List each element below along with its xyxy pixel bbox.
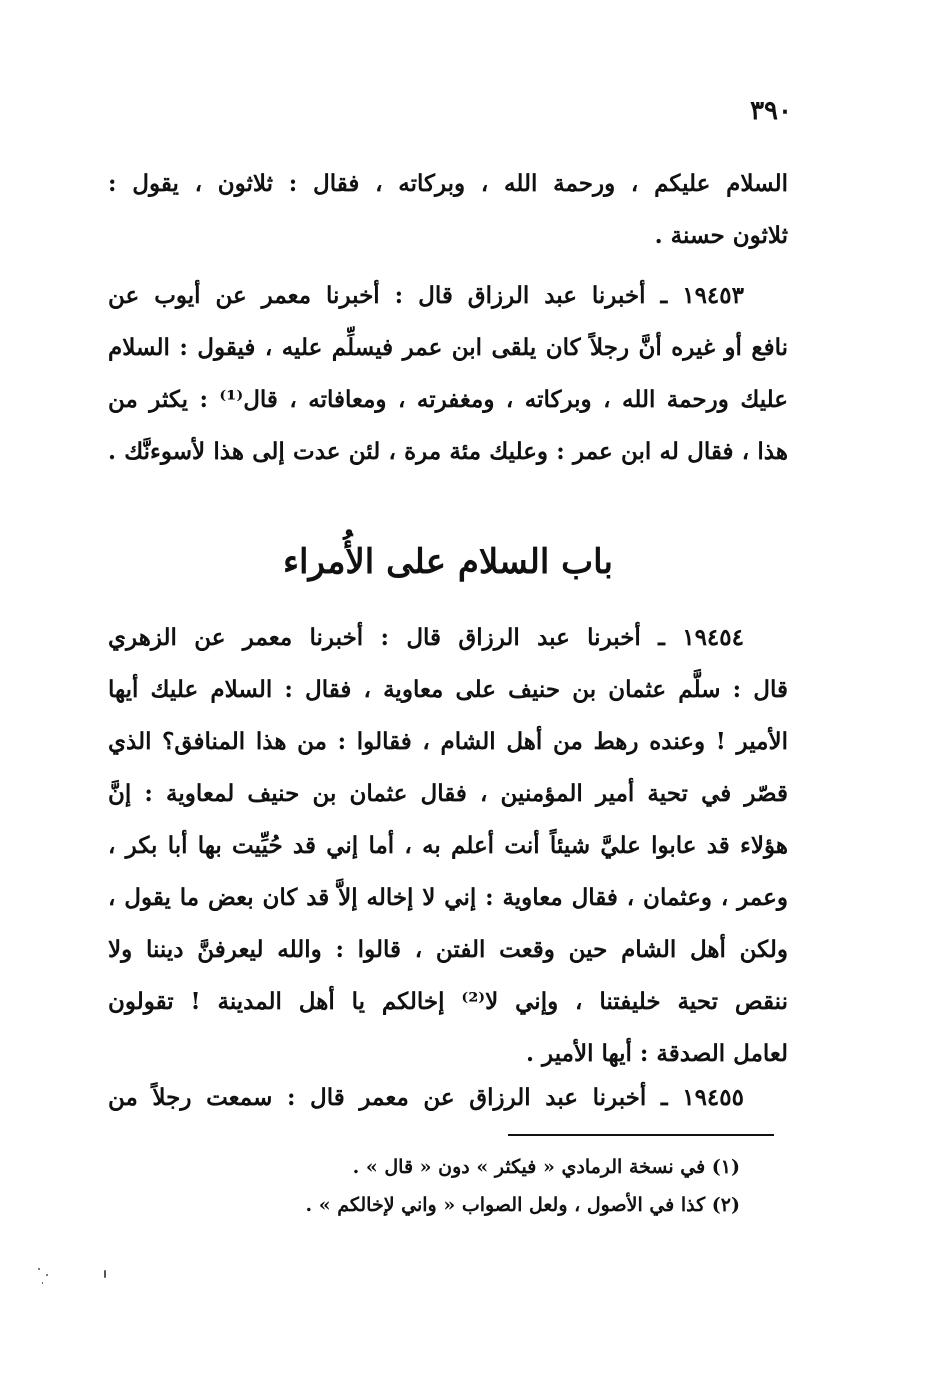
text-line: السلام عليكم ، ورحمة الله ، وبركاته ، فقال : ثلاثون ، يقول : (108, 170, 788, 197)
scan-speck (46, 1274, 48, 1276)
footnotes (200, 1148, 740, 1224)
footnote-1: (١) في نسخة الرمادي « فيكثر » دون « قال » . (352, 1156, 740, 1178)
text-line: ثلاثون حسنة . (654, 222, 788, 249)
text-line: ولكن أهل الشام حين وقعت الفتن ، قالوا : والله ليعرفنَّ ديننا ولا (108, 936, 788, 963)
text-line: نافع أو غيره أنَّ رجلاً كان يلقى ابن عمر فيسلِّم عليه ، فيقول : السلام (108, 334, 788, 361)
text-line: ١٩٤٥٤ ـ أخبرنا عبد الرزاق قال : أخبرنا معمر عن الزهري (108, 624, 744, 651)
page-number: ٣٩٠ (750, 96, 792, 126)
paragraph-19455 (108, 1072, 788, 1124)
footnote-divider (508, 1134, 774, 1136)
scan-speck (42, 1282, 43, 1284)
text-line: هؤلاء قد عابوا عليَّ شيئاً أنت أعلم به ، أما إني قد حُيِّيت بها أبا بكر ، (108, 832, 788, 859)
text-line: الأمير ! وعنده رهط من أهل الشام ، فقالوا : من هذا المنافق؟ الذي (108, 728, 788, 755)
text-line: عليك ورحمة الله ، وبركاته ، ومغفرته ، ومعافاته ، قال⁽¹⁾ : يكثر من (108, 386, 788, 413)
footnote-2: (٢) كذا في الأصول ، ولعل الصواب « واني لإخالكم » . (305, 1194, 740, 1216)
text-line: قصّر في تحية أمير المؤمنين ، فقال عثمان بن حنيف لمعاوية : إنَّ (108, 780, 788, 807)
text-line: لعامل الصدقة : أيها الأمير . (526, 1040, 788, 1067)
text-line: قال : سلَّم عثمان بن حنيف على معاوية ، فقال : السلام عليك أيها (108, 676, 788, 703)
text-line: ١٩٤٥٥ ـ أخبرنا عبد الرزاق عن معمر قال : سمعت رجلاً من (108, 1084, 744, 1111)
text-line: ننقص تحية خليفتنا ، وإني لا⁽²⁾ إخالكم يا أهل المدينة ! تقولون (108, 988, 788, 1015)
text-line: وعمر ، وعثمان ، فقال معاوية : إني لا إخاله إلاَّ قد كان بعض ما يقول ، (108, 884, 788, 911)
paragraph-intro (108, 158, 788, 262)
scan-speck (104, 1270, 106, 1278)
text-line: ١٩٤٥٣ ـ أخبرنا عبد الرزاق قال : أخبرنا معمر عن أيوب عن (108, 282, 744, 309)
paragraph-19453 (108, 270, 788, 478)
paragraph-19454 (108, 612, 788, 1080)
chapter-heading: باب السلام على الأُمراء (283, 542, 613, 582)
text-line: هذا ، فقال له ابن عمر : وعليك مئة مرة ، لئن عدت إلى هذا لأسوءنَّك . (108, 438, 788, 465)
scan-speck (38, 1268, 40, 1270)
